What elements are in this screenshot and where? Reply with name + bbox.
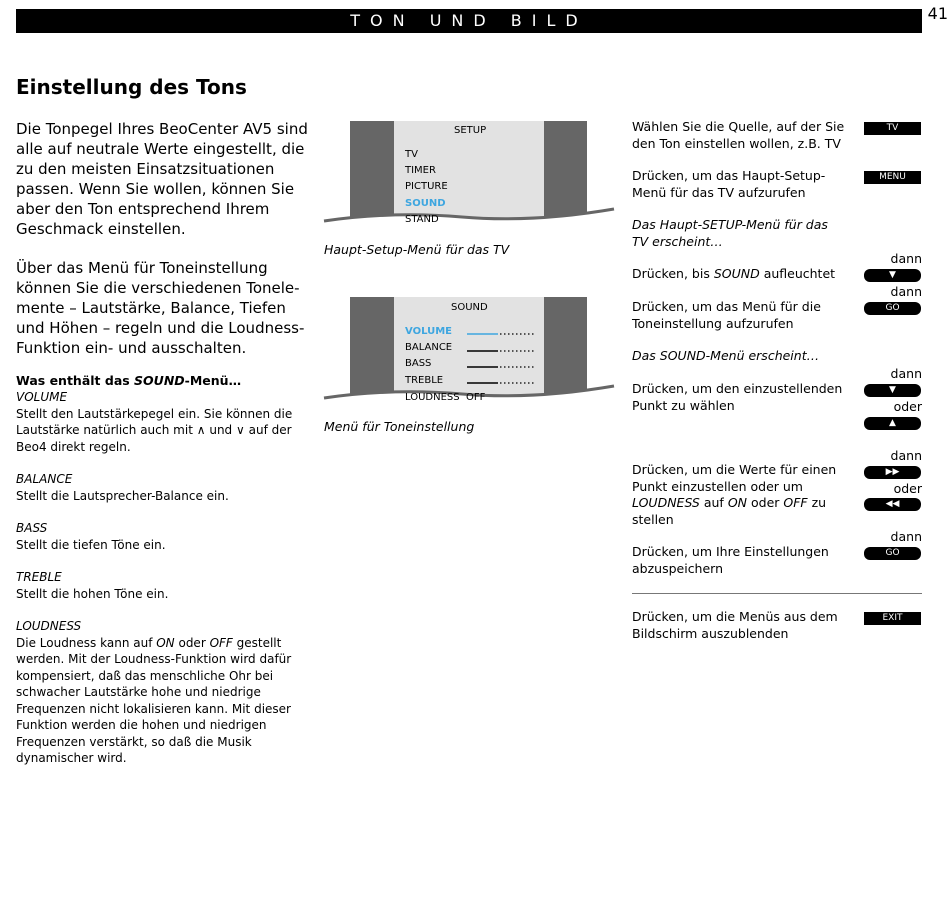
item-term: VOLUME xyxy=(16,390,68,404)
sound-menu-item: BALANCE xyxy=(405,342,453,353)
instruction-step xyxy=(632,266,847,283)
instruction-text: oder xyxy=(747,495,784,510)
item-desc: Stellt den Lautstärkepegel ein. Sie können die Lautstärke natürlich auch mit xyxy=(16,406,293,437)
menu-key: MENU xyxy=(864,171,921,184)
menu-item-description xyxy=(16,389,306,455)
setup-menu-item: PICTURE xyxy=(405,181,448,192)
go-key: GO xyxy=(864,302,921,315)
down-glyph: ∨ xyxy=(236,423,245,437)
instruction-step xyxy=(632,462,847,528)
item-term: BALANCE xyxy=(16,472,73,486)
setup-menu-caption: Haupt-Setup-Menü für das TV xyxy=(324,242,510,257)
instruction-italic: SOUND xyxy=(713,266,760,281)
menu-item-description xyxy=(16,520,306,553)
instruction-step: Drücken, um das Menü für die Toneinstellung aufzurufen xyxy=(632,299,821,331)
item-term: LOUDNESS xyxy=(16,619,82,633)
item-desc: Stellt die hohen Töne ein. xyxy=(16,586,169,601)
list-heading-text: Was enthält das xyxy=(16,373,135,388)
exit-key: EXIT xyxy=(864,612,921,625)
item-desc: auf der Beo4 direkt regeln. xyxy=(16,423,292,454)
sound-menu-item: BASS xyxy=(405,358,432,369)
item-term: BASS xyxy=(16,521,48,535)
item-desc: gestellt werden. Mit der Loudness-Funktion wird dafür kompensiert, daß das menschliche Ohr bei schwacher Lautstärke hohe und niedrige Frequenzen nicht lokalisieren kann. Mit dieser Funktion werden die hohen und niedrigen Frequenzen verstärkt, so daß die Musik dynamischer wird. xyxy=(16,635,292,765)
rewind-key: ◀◀ xyxy=(864,498,921,511)
list-heading-text: -Menü… xyxy=(184,373,242,388)
sound-menu-item: TREBLE xyxy=(405,375,444,386)
menu-item-description xyxy=(16,471,306,504)
tv-key: TV xyxy=(864,122,921,135)
instruction-text: zu stellen xyxy=(632,495,827,527)
oder-label: oder xyxy=(893,481,922,496)
page-number: 41 xyxy=(927,4,948,23)
divider xyxy=(632,593,922,594)
item-desc: Die Loudness kann auf xyxy=(16,635,157,650)
instruction-italic: LOUDNESS xyxy=(632,495,700,510)
up-glyph: ∧ xyxy=(196,423,206,437)
sound-menu-item: LOUDNESS xyxy=(405,392,460,403)
dann-label: dann xyxy=(890,284,922,299)
setup-menu-item: TV xyxy=(405,149,418,160)
instruction-note: Das Haupt-SETUP-Menü für das TV erscheint… xyxy=(632,217,828,249)
list-heading-italic: SOUND xyxy=(134,373,185,388)
up-arrow-key: ▲ xyxy=(864,417,921,430)
dann-label: dann xyxy=(890,251,922,266)
instruction-step: Drücken, um die Menüs aus dem Bildschirm auszublenden xyxy=(632,609,838,641)
intro-paragraph: Über das Menü für Toneinstellung können Sie die verschiedenen Tonelemente – Lautstärke, Balance, Tiefen und Höhen – regeln und die Loudness-Funktion ein- und ausschalten. xyxy=(16,259,305,357)
instruction-italic: ON xyxy=(727,495,748,510)
instruction-note: Das SOUND-Menü erscheint… xyxy=(632,348,820,363)
oder-label: oder xyxy=(893,399,922,414)
go-key: GO xyxy=(864,547,921,560)
item-desc: und xyxy=(205,423,236,437)
item-desc-italic: ON xyxy=(156,635,175,650)
item-desc: Stellt die Lautsprecher-Balance ein. xyxy=(16,488,229,503)
instruction-text: Drücken, bis xyxy=(632,266,714,281)
menu-item-description xyxy=(16,569,306,602)
instruction-italic: OFF xyxy=(783,495,808,510)
intro-paragraph: Die Tonpegel Ihres BeoCenter AV5 sind alle auf neutrale Werte eingestellt, die zu den meisten Einsatzsituationen passen. Wenn Sie wollen, können Sie aber den Ton entsprechend Ihrem Geschmack einstellen. xyxy=(16,120,308,238)
dann-label: dann xyxy=(890,366,922,381)
list-heading xyxy=(16,373,241,388)
setup-menu-item: TIMER xyxy=(405,165,436,176)
item-desc: oder xyxy=(174,635,210,650)
sound-menu-title: SOUND xyxy=(451,302,488,313)
sound-menu-caption: Menü für Toneinstellung xyxy=(324,419,475,434)
setup-menu-illustration xyxy=(322,118,617,243)
instruction-text: Drücken, um die Werte für einen Punkt einzustellen oder um xyxy=(632,462,837,494)
loudness-value: OFF xyxy=(466,392,486,403)
instruction-step: Drücken, um den einzustellenden Punkt zu wählen xyxy=(632,381,843,413)
setup-menu-item-selected: SOUND xyxy=(405,198,446,209)
dann-label: dann xyxy=(890,529,922,544)
dann-label: dann xyxy=(890,448,922,463)
setup-menu-title: SETUP xyxy=(454,125,487,136)
page-heading: Einstellung des Tons xyxy=(16,75,247,99)
instruction-step: Wählen Sie die Quelle, auf der Sie den Ton einstellen wollen, z.B. TV xyxy=(632,119,845,151)
sound-menu-item-selected: VOLUME xyxy=(405,326,452,337)
setup-menu-item: STAND xyxy=(405,214,439,225)
fast-forward-key: ▶▶ xyxy=(864,466,921,479)
instruction-step: Drücken, um das Haupt-Setup-Menü für das TV aufzurufen xyxy=(632,168,826,200)
item-term: TREBLE xyxy=(16,570,62,584)
instruction-text: auf xyxy=(699,495,728,510)
item-desc: Stellt die tiefen Töne ein. xyxy=(16,537,166,552)
item-desc-italic: OFF xyxy=(209,635,233,650)
menu-item-description xyxy=(16,618,306,767)
instruction-step: Drücken, um Ihre Einstellungen abzuspeichern xyxy=(632,544,829,576)
down-arrow-key: ▼ xyxy=(864,269,921,282)
instruction-text: aufleuchtet xyxy=(759,266,836,281)
section-title: TON UND BILD xyxy=(350,11,588,30)
down-arrow-key: ▼ xyxy=(864,384,921,397)
